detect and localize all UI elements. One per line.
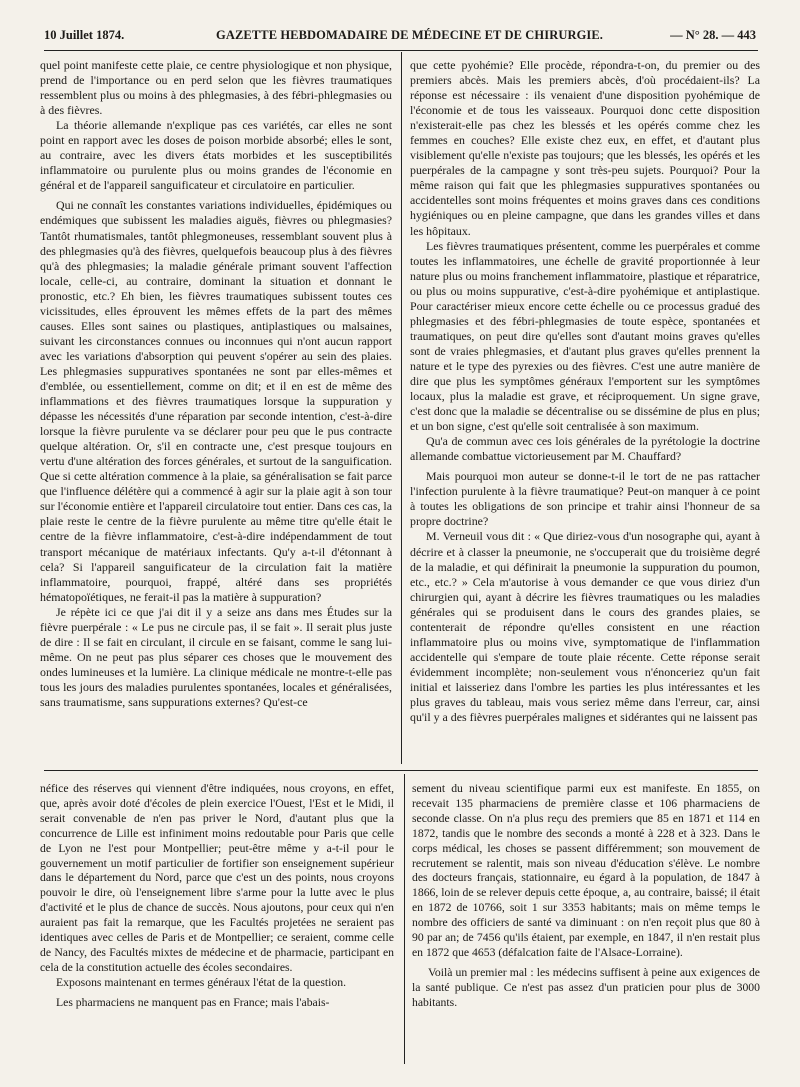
paragraph: Je répète ici ce que j'ai dit il y a seize ans dans mes Études sur la fièvre puerpérale : « Le pus ne circule pas, il se fait ». Il serait plus juste de dire : Il se fait en circulant, il circule en se faisant, comme le sang lui-même. On ne peut pas plus séparer ces choses que le mouvement des ondes lumineuses et la lumière. La clinique médicale ne montre-t-elle pas tous les jours des maladies purulentes spontanées, locales et généralisées, sans traumatisme, sans suppurations externes? Qu'est-ce [40, 604, 392, 709]
paragraph: néfice des réserves qui viennent d'être indiquées, nous croyons, en effet, que, après avoir doté d'écoles de plein exercice l'Ouest, l'Est et le Midi, il serait convenable de n'en pas priver le Nord, d'autant plus que la concurrence de Lille est infiniment moins redoutable pour Paris que celle de Lyon ne l'est pour Montpellier; peut-être même y a-t-il pour le gouvernement un motif particulier de fortifier son enseignement supérieur dans le département du Nord, parce que c'est un des points, nous croyons pouvoir le dire, où l'enseignement libre s'arme pour la lutte avec le plus d'activité et le plus de chance de succès. Nous ajoutons, pour ceux qui n'en auraient pas fait la remarque, que les Facultés projetées ne seraient pas identiques avec celles de Paris et de Montpellier; ce seraient, comme celle de Nancy, des Facultés mixtes de médecine et de pharmacie, participant en cela de la constitution actuelle des écoles secondaires. [40, 782, 394, 974]
top-right-column [410, 58, 760, 725]
header-rule [44, 50, 758, 51]
journal-title: GAZETTE HEBDOMADAIRE DE MÉDECINE ET DE CHIRURGIE. [216, 28, 604, 42]
paragraph: Qu'a de commun avec ces lois générales de la pyrétologie la doctrine allemande combattue victorieusement par M. Chauffard? [410, 434, 760, 464]
paragraph: M. Verneuil vous dit : « Que diriez-vous d'un nosographe qui, ayant à décrire et à classer la pneumonie, ne s'occuperait que du troisième degré de la maladie, et qui définirait la pneumonie la suppuration du poumon, etc., etc.? » Cela m'autorise à vous demander ce que vous diriez d'un chirurgien qui, ayant à décrire les fièvres traumatiques ou les maladies générales qui se produisent dans le cours des grandes plaies, se contenterait de répondre qu'elles consistent en une réaction inflammatoire plus ou moins vive, symptomatique de l'inflammation accidentelle qui s'empare de toute plaie récente. Cette réponse serait évidemment incomplète; non-seulement vous n'énonceriez qu'un fait initial et laisseriez dans l'ombre les parties les plus intéressantes et les plus graves du tableau, mais vous seriez même dans l'erreur, car, ainsi qu'il y a des fièvres puerpérales malignes et sidérantes qui ne laissent pas [410, 529, 760, 725]
column-divider-top [401, 52, 402, 764]
paragraph: que cette pyohémie? Elle procède, répondra-t-on, du premier ou des premiers abcès. Mais les premiers abcès, d'où procédaient-ils? La réponse est nécessaire : ils venaient d'une disposition pyohémique de l'économie et de tous les vaisseaux. Pourquoi donc cette disposition n'existerait-elle pas chez les blessés et les opérés comme chez les femmes en couches? Elle existe chez eux, en effet, et d'autant plus visiblement qu'elle n'existe pas toujours; que les blessés, les opérés et les puerpérales de la campagne y sont très-peu sujets. Pourquoi? Pour la même raison qui fait que les phlegmasies suppuratives spontanées ou accidentelles sont moins fréquentes et moins graves dans ces conditions hygiéniques ou en pleine campagne, que dans les grandes villes et dans les hôpitaux. [410, 58, 760, 238]
top-left-column [40, 58, 392, 710]
paragraph: sement du niveau scientifique parmi eux est manifeste. En 1855, on recevait 135 pharmaciens de première classe et 106 pharmaciens de seconde classe. On n'a plus reçu des premiers que 85 en 1871 et 114 en 1872, tandis que le nombre des seconds a monté à 228 et à 323. Dans le corps médical, les choses se passent différemment; son mouvement de recrutement se ralentit, mais son niveau d'éducation s'élève. Le nombre des docteurs français, stationnaire, eu égard à la population, de 1847 à 1866, loin de se relever depuis cette époque, a, au contraire, baissé; il était en 1872 de 10766, soit 1 sur 3353 habitants; mais on même temps le nombre des officiers de santé va diminuant : on n'en reçoit plus que 80 à 90 par an; de 7456 qu'ils étaient, par exemple, en 1847, il n'en restait plus en 1872 que 4653 (défalcation faite de l'Alsace-Lorraine). [412, 782, 760, 959]
paragraph: La théorie allemande n'explique pas ces variétés, car elles ne sont point en rapport avec les doses de poison morbide absorbé; elles le sont, au contraire, avec les divers états morbides et les susceptibilités inflammatoire ou purulente plus ou moins grandes de l'économie en général et de l'appareil sanguificateur et circulatoire en particulier. [40, 118, 392, 193]
paragraph: Mais pourquoi mon auteur se donne-t-il le tort de ne pas rattacher l'infection purulente à la fièvre traumatique? Peut-on manquer à ce point à toutes les obligations de son principe et trahir ainsi l'honneur de sa propre doctrine? [410, 469, 760, 529]
bottom-right-column [412, 782, 760, 1011]
issue-page-number: — N° 28. — 443 [670, 28, 756, 42]
paragraph: Exposons maintenant en termes généraux l'état de la question. [56, 975, 346, 989]
paragraph: Les pharmaciens ne manquent pas en France; mais l'abais- [56, 995, 330, 1009]
paragraph: quel point manifeste cette plaie, ce centre physiologique et non physique, prend de l'importance ou en perd selon que les fièvres traumatiques ressemblent plus ou moins à des phlegmasies, à des fébri-phlegmasies ou à des fièvres. [40, 58, 392, 118]
section-rule [44, 770, 758, 771]
paragraph: Voilà un premier mal : les médecins suffisent à peine aux exigences de la santé publique. Ce n'est pas assez d'un praticien pour plus de 3000 habitants. [412, 965, 760, 1009]
paragraph: Qui ne connaît les constantes variations individuelles, épidémiques ou endémiques que subissent les maladies aiguës, fièvres ou phlegmasies? Tantôt rhumatismales, tantôt phlegmoneuses, ressemblant souvent plus à des phlegmasies qu'à des fièvres, quelquefois beaucoup plus à des fièvres qu'à des phlegmasies; la maladie générale primant souvent l'affection locale, celle-ci, au contraire, dominant la situation et donnant le pronostic, etc.? Eh bien, les fièvres traumatiques subissent toutes ces vicissitudes, elles éprouvent les mêmes effets de la part des mêmes causes. Elles sont saines ou plastiques, antiplastiques ou malsaines, suivant les circonstances connues ou inconnues qui n'ont aucun rapport avec les variations d'absorption qui peuvent s'opérer au sein des plaies. Les phlegmasies suppuratives spontanées ne sont par elles-mêmes et d'emblée, ou essentiellement, comme on dit; et il en est de même des inflammations et des fièvres traumatiques lorsque la suppuration y dépasse les nécessités d'une réparation par seconde intention, c'est-à-dire lorsque la fièvre purulente va se déclarer pour peu que le pus contracte quelque altération. Or, s'il en contracte une, c'est presque toujours en vertu d'une altération des forces générales, et surtout de la sanguification. Que si cette altération commence à la plaie, sa généralisation se fait parce que l'influence délétère qui a commencé à agir sur la plaie agit à son tour sur l'économie entière et l'appareil circulatoire tout entier. Dans ces cas, la plaie reste le centre de la fièvre purulente au même titre qu'elle était le centre de la fièvre inflammatoire, c'est-à-dire indépendamment de tout transport mécanique de matériaux infectants. Qu'y a-t-il d'étonnant à cela? Si l'appareil sanguificateur de la circulation fait la matière inflammatoire, pourquoi, frappé, altéré dans ses propriétés hématopoïétiques, ne ferait-il pas la matière à suppuration? [40, 198, 392, 604]
issue-date: 10 Juillet 1874. [44, 28, 125, 42]
bottom-left-column [40, 782, 394, 1011]
paragraph: Les fièvres traumatiques présentent, comme les puerpérales et comme toutes les inflammatoires, une échelle de gravité proportionnée à leur nature plus ou moins franchement inflammatoire, plastique et réparatrice, ou plus ou moins suppurative, c'est-à-dire pyohémique et antiplastique. Pour caractériser mieux encore cette échelle ou ce processus gradué des phlegmasies et des fébri-phlegmasies de toute espèce, spontanées et traumatiques, on peut dire qu'elles sont d'autant moins graves qu'elles sont de vraies phlegmasies, et d'autant plus graves qu'elles prennent la nature et le type des pyrexies ou des fièvres. C'est une autre manière de dire que plus les symptômes généraux l'emportent sur les symptômes locaux, plus la maladie est grave, et réciproquement. Un signe grave, c'est donc que la maladie se décentralise ou se dissémine de plus en plus; et un bon signe, c'est qu'elle soit centralisée à son maximum. [410, 238, 760, 434]
page-header [44, 28, 756, 48]
column-divider-bottom [404, 774, 405, 1064]
